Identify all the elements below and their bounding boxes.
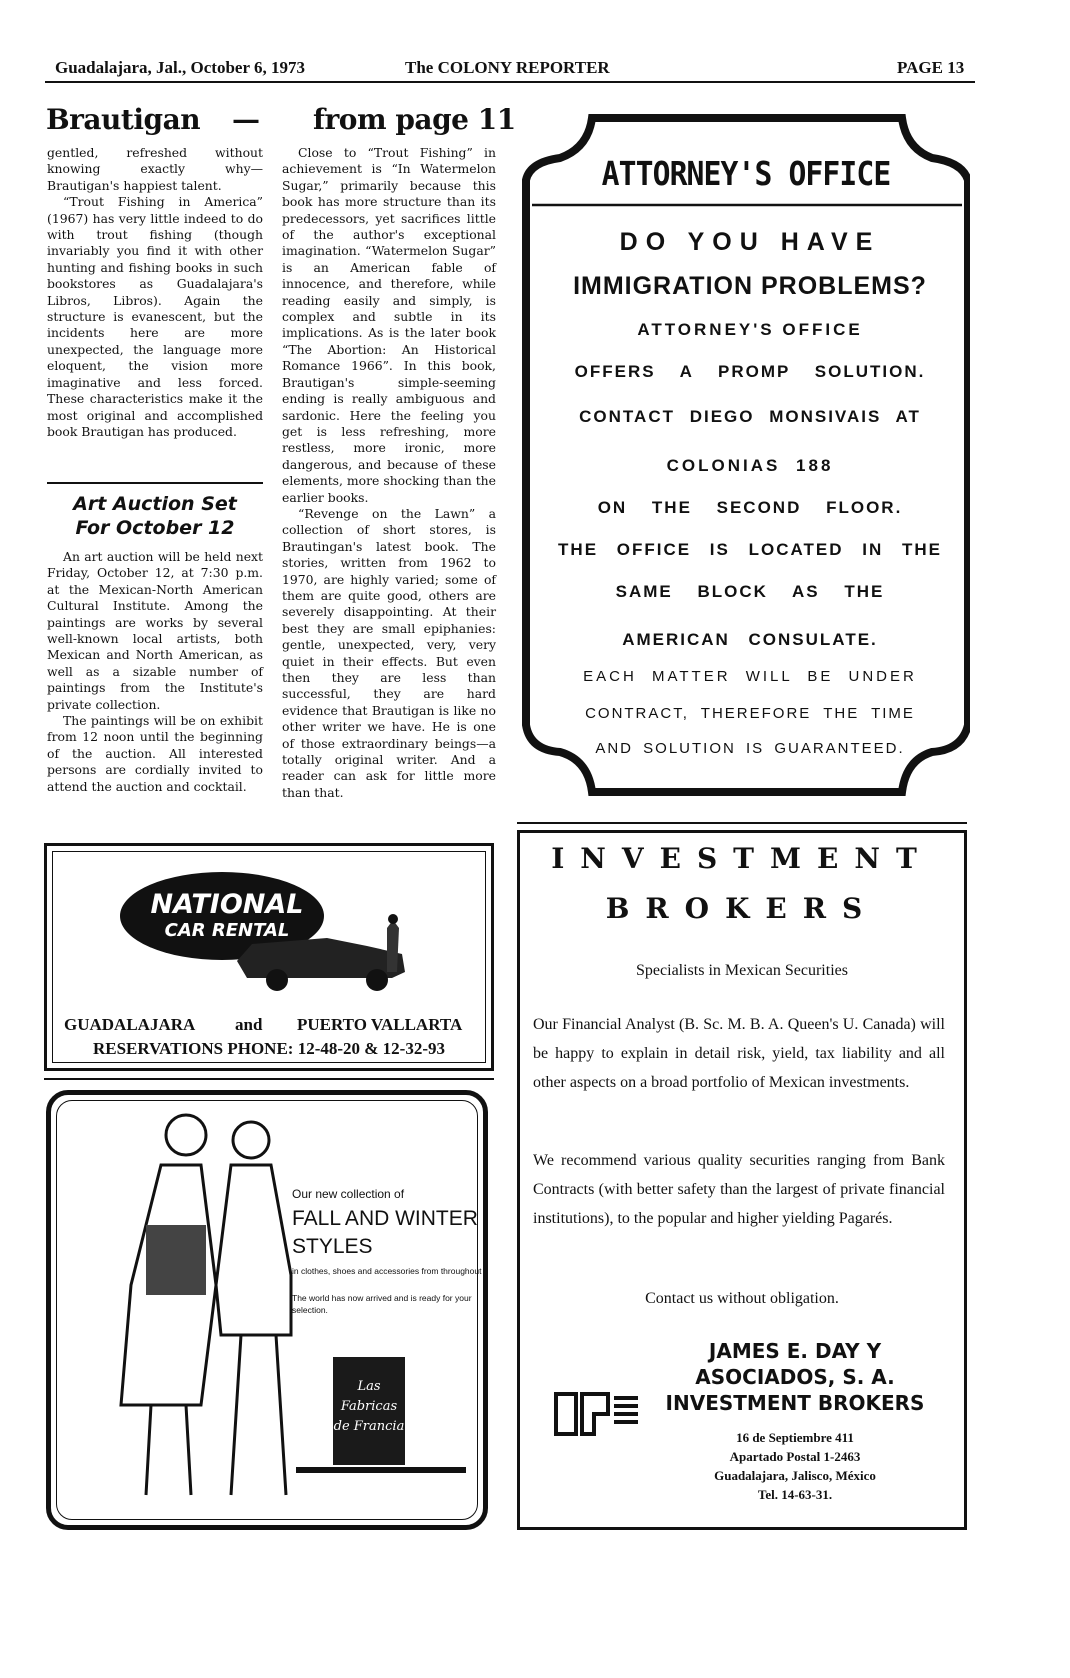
national-car-rental-ad [44, 843, 494, 1071]
attorney-ad [522, 110, 970, 800]
city-puerto-vallarta: PUERTO VALLARTA [297, 1015, 463, 1034]
investment-paragraph-1: Our Financial Analyst (B. Sc. M. B. A. Queen's U. Canada) will be happy to explain in detail risk, yield, tax liability and all other aspects on a broad portfolio of Mexican investments. [533, 1016, 945, 1091]
fashion-small-1: in clothes, shoes and accessories from throughout [292, 1266, 482, 1276]
dateline: Guadalajara, Jal., October 6, 1973 [55, 58, 305, 77]
newspaper-name: The COLONY REPORTER [405, 58, 610, 77]
page-number: PAGE 13 [897, 58, 965, 77]
ad-divider [44, 1078, 494, 1080]
ad-line: CONTRACT, THEREFORE THE TIME [585, 705, 915, 722]
reservations-phone: RESERVATIONS PHONE: 12-48-20 & 12-32-93 [92, 1039, 445, 1058]
column-divider [47, 482, 263, 484]
paragraph: An art auction will be held next Friday, October 12, at 7:30 p.m. at the Mexican-North American Cultural Institute. Among the paintings are works by several well-known local artists, both Mexican and North American, as well as a sizable number of paintings from the Institute's private collection. [47, 549, 263, 712]
ad-line: DO YOU HAVE [619, 228, 881, 256]
fashion-intro: Our new collection of [292, 1187, 405, 1201]
investment-title-2: BROKERS [605, 892, 879, 925]
fashion-ad [46, 1090, 488, 1530]
building-baseline [296, 1467, 466, 1473]
ad-line: AND SOLUTION IS GUARANTEED. [595, 740, 905, 757]
paragraph: gentled, refreshed without knowing exactly why—Brautigan's happiest talent. [47, 145, 263, 193]
las-fabricas-logo: Las Fabricas de Francia [333, 1357, 405, 1465]
paragraph: “Revenge on the Lawn” a collection of short stores, is Brautingan's latest book. The stories, written from 1962 to 1970, are highly varied; some of them are quite good, others are severely disappointing. At their best they are small epiphanies: gentle, unexpected, very, very quiet in their effects. But even then they are less than successful, they are hard evidence that Brautigan is like no other writer we have. He is one of those extraordinary beings—a totally original writer. And a reader can ask for little more than that. [282, 505, 496, 800]
header-rule [45, 81, 975, 83]
paragraph: “Trout Fishing in America” (1967) has very little indeed to do with trout fishing (though invariably you find it with other hunting and fishing books in such bookstores as Guadalajara's Libros, Libros). Again the structure is evanescent, but the incidents here are more unexpected, the language more eloquent, the vision more imaginative and less forced. These characteristics make it the most original and accomplished book Brautigan has produced. [47, 194, 263, 439]
attorney-title: ATTORNEY'S OFFICE [601, 154, 891, 193]
ad-line: ATTORNEY'S OFFICE [637, 320, 863, 339]
james-day-logo-icon [552, 1388, 642, 1440]
article-headline-left: Brautigan [46, 103, 201, 136]
firm-line-2: ASOCIADOS, S. A. [695, 1365, 895, 1389]
address-line: Guadalajara, Jalisco, México [714, 1468, 876, 1483]
brautigan-column-2 [282, 145, 496, 801]
ad-line: CONTACT DIEGO MONSIVAIS AT [579, 407, 921, 426]
and-text: and [235, 1015, 263, 1034]
ad-line: EACH MATTER WILL BE UNDER [583, 668, 917, 685]
paragraph: Close to “Trout Fishing” in achievement is “In Watermelon Sugar,” primarily because this book has more structure than its predecessors, yet sacrifices little of the author's exceptional imagination. “Watermelon Sugar” is an American fable of innocence, and therefore, while reading easily and simply, is complex and subtle in its implications. As is the later book “The Abortion: An Historical Romance 1966”. In this book, Brautigan's simple-seeming ending is really ambiguous and sardonic. Here the feeling you get is less refreshing, more restless, more ironic, more dangerous, and because of these elements, more shocking than the earlier books. [282, 145, 496, 505]
ad-line: COLONIAS 188 [666, 456, 834, 475]
ad-line: SAME BLOCK AS THE [615, 582, 885, 601]
national-logo-line1: NATIONAL [150, 889, 304, 920]
fashion-headline-1: FALL AND WINTER [292, 1207, 478, 1230]
firm-name [660, 1338, 930, 1416]
auction-headline [47, 492, 263, 540]
headline-dash: — [232, 103, 260, 136]
ad-line: ON THE SECOND FLOOR. [597, 498, 903, 517]
ad-line: THE OFFICE IS LOCATED IN THE [558, 540, 942, 559]
firm-line-1: JAMES E. DAY Y [708, 1339, 882, 1363]
investment-contact: Contact us without obligation. [645, 1290, 839, 1307]
investment-subtitle: Specialists in Mexican Securities [636, 962, 848, 979]
firm-phone: Tel. 14-63-31. [757, 1487, 833, 1502]
fashion-small-2: The world has now arrived and is ready for your selection. [292, 1293, 472, 1315]
ad-line: IMMIGRATION PROBLEMS? [573, 272, 927, 300]
national-logo-line2: CAR RENTAL [164, 920, 290, 941]
auction-title-line1: Art Auction Set [73, 493, 237, 515]
fashion-headline-2: STYLES [292, 1235, 373, 1258]
ad-divider [517, 822, 967, 824]
investment-title-1: INVESTMENT [551, 842, 933, 875]
firm-address [660, 1428, 930, 1504]
attorney-frame [522, 110, 970, 800]
article-headline-right: from page 11 [313, 103, 516, 136]
address-line: 16 de Septiembre 411 [736, 1430, 854, 1445]
firm-line-3: INVESTMENT BROKERS [665, 1391, 925, 1415]
address-line: Apartado Postal 1-2463 [729, 1449, 861, 1464]
paragraph: The paintings will be on exhibit from 12 noon until the beginning of the auction. All interested persons are cordially invited to attend the auction and cocktail. [47, 713, 263, 794]
investment-paragraph-2: We recommend various quality securities ranging from Bank Contracts (with better safety than the largest of private financial institutions), to the popular and higher yielding Pagarés. [533, 1152, 945, 1227]
auction-title-line2: For October 12 [75, 517, 235, 539]
auction-article [47, 549, 263, 795]
ad-line: AMERICAN CONSULATE. [622, 630, 878, 649]
city-guadalajara: GUADALAJARA [64, 1015, 196, 1034]
ad-line: OFFERS A PROMP SOLUTION. [574, 362, 926, 381]
brautigan-column-1 [47, 145, 263, 440]
